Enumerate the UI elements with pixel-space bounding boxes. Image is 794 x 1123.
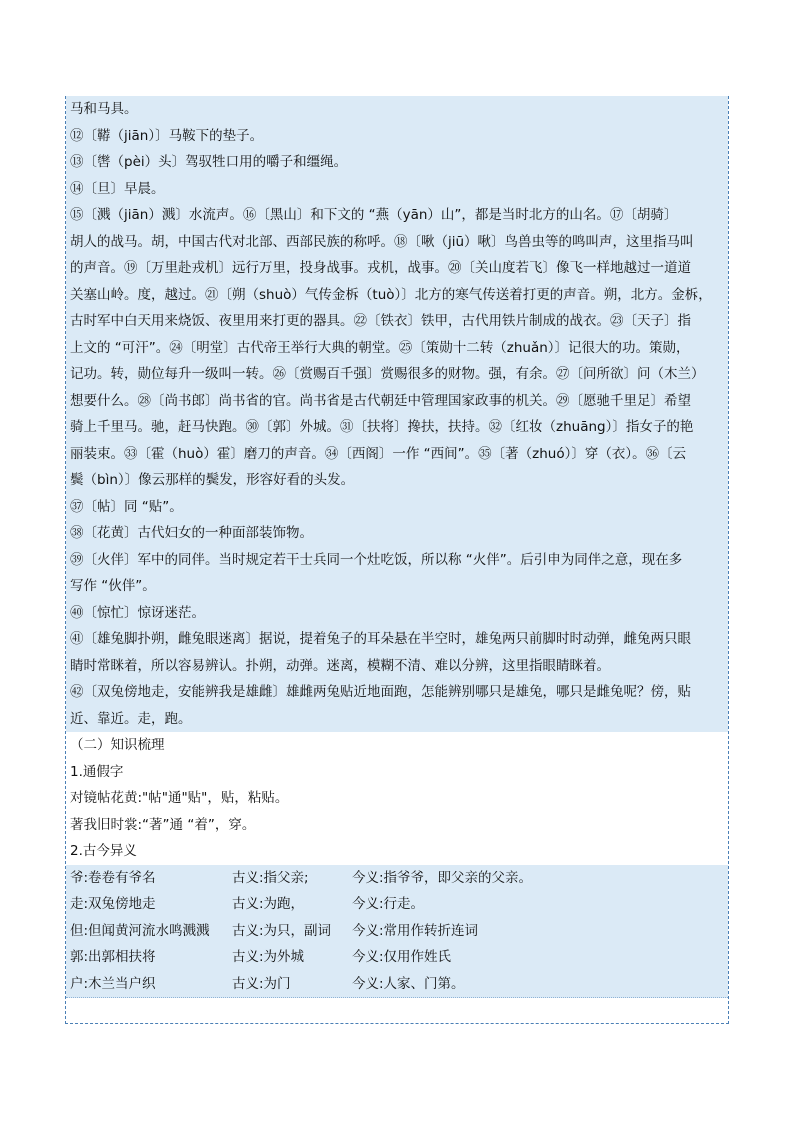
tongjiazi-text: 对镜帖花黄:"帖"通"贴"，贴，粘贴。 [70,790,289,806]
gujin-word: 爷:卷卷有爷名 [70,869,156,886]
note-row [66,149,728,177]
gujin-modern: 今义:行走。 [352,896,425,912]
note-paragraph [66,202,728,495]
subsection-heading [66,838,728,866]
gujin-row [66,971,728,999]
note-line: ㊲〔帖〕同 “贴”。 [70,498,183,515]
gujin-ancient: 古义:为外城 [232,949,305,965]
gujin-modern: 今义:人家、门第。 [352,975,465,992]
tongjiazi-text: 著我旧时裳:“著”通 “着”，穿。 [70,816,256,833]
note-row [66,96,728,124]
gujin-modern: 今义:指爷爷，即父亲的父亲。 [352,869,533,886]
gujin-word: 走:双兔傍地走 [70,896,156,912]
note-row [66,176,728,204]
note-line: ⑬〔辔（pèi）头〕驾驭牲口用的嚼子和缰绳。 [70,154,348,170]
tongjiazi-item [66,812,728,840]
note-line: ⑮〔溅（jiān）溅〕水流声。⑯〔黑山〕和下文的 “燕（yān）山”，都是当时北方的山名。⑰〔胡骑〕 [70,207,678,223]
note-line: ⑭〔旦〕早晨。 [70,180,165,197]
notes-box [65,96,729,1024]
gujin-ancient: 古义:为只，副词 [232,922,332,939]
note-paragraph [66,679,728,733]
note-row [66,600,728,628]
note-paragraph [66,626,728,680]
note-line: 骑上千里马。驰，赶马快跑。㉚〔郭〕外城。㉛〔扶将〕搀扶，扶持。㉜〔红妆（zhuāng）〕指女子的艳 [70,419,694,435]
subsection-heading [66,759,728,787]
note-paragraph [66,547,728,601]
gujin-modern: 今义:仅用作姓氏 [352,949,452,965]
note-line: 写作 “伙伴”。 [70,578,156,594]
note-line: 胡人的战马。胡，中国古代对北部、西部民族的称呼。⑱〔啾（jiū）啾〕鸟兽虫等的鸣叫声，这里指马叫 [70,233,694,250]
note-line: 想要什么。㉘〔尚书郎〕尚书省的官。尚书省是古代朝廷中管理国家政事的机关。㉙〔愿驰千里足〕希望 [70,392,691,409]
note-row [66,494,728,522]
note-row [66,520,728,548]
note-line: 古时军中白天用来烧饭、夜里用来打更的器具。㉒〔铁衣〕铁甲，古代用铁片制成的战衣。㉓〔天子〕指 [70,313,691,329]
tongjiazi-item [66,785,728,813]
subsection-title: 2.古今异义 [70,843,137,859]
gujin-ancient: 古义:为门 [232,975,291,992]
note-line: ㊵〔惊忙〕惊讶迷茫。 [70,604,205,621]
note-line: ㊷〔双兔傍地走，安能辨我是雄雌〕雄雌两兔贴近地面跑，怎能辨别哪只是雄兔，哪只是雌兔呢？傍，贴 [70,684,691,700]
note-line: ⑫〔鞯（jiān）〕马鞍下的垫子。 [70,127,264,144]
subsection-title: 1.通假字 [70,763,124,780]
note-line: ㊳〔花黄〕古代妇女的一种面部装饰物。 [70,525,313,541]
gujin-row [66,918,728,946]
gujin-word: 郭:出郭相扶将 [70,949,156,965]
section-title: （二）知识梳理 [70,737,165,753]
section-heading [66,732,728,760]
note-row [66,123,728,151]
gujin-word: 但:但闻黄河流水鸣溅溅 [70,922,210,939]
note-line: 关塞山岭。度，越过。㉑〔朔（shuò）气传金柝（tuò）〕北方的寒气传送着打更的声音。朔，北方。金柝， [70,286,712,303]
gujin-row [66,944,728,972]
note-line: 睛时常眯着，所以容易辨认。扑朔，动弹。迷离，模糊不清、难以分辨，这里指眼睛眯着。 [70,657,610,674]
note-line: 鬓（bìn）〕像云那样的鬓发，形容好看的头发。 [70,472,355,488]
gujin-ancient: 古义:为跑， [232,896,305,912]
note-line: 上文的 “可汗”。㉔〔明堂〕古代帝王举行大典的朝堂。㉕〔策勋十二转（zhuǎn）〕记很大的功。策勋， [70,339,690,356]
gujin-ancient: 古义:指父亲; [232,869,309,886]
note-line: 丽装束。㉝〔霍（huò）霍〕磨刀的声音。㉞〔西阁〕一作 “西间”。㉟〔著（zhuó）〕穿（衣）。㊱〔云 [70,445,687,462]
note-line: 近、靠近。走，跑。 [70,710,192,727]
gujin-modern: 今义:常用作转折连词 [352,922,479,939]
gujin-row [66,891,728,919]
note-line: 的声音。⑲〔万里赴戎机〕远行万里，投身战事。戎机，战事。⑳〔关山度若飞〕像飞一样地越过一道道 [70,260,691,276]
note-line: ㊶〔雄兔脚扑朔，雌兔眼迷离〕据说，提着兔子的耳朵悬在半空时，雄兔两只前脚时时动弹，雌兔两只眼 [70,631,691,647]
note-line: ㊴〔火伴〕军中的同伴。当时规定若干士兵同一个灶吃饭，所以称 “火伴”。后引申为同伴之意，现在多 [70,551,683,568]
gujin-word: 户:木兰当户织 [70,975,156,992]
gujin-row [66,865,728,893]
note-line: 马和马具。 [70,101,138,117]
note-line: 记功。转，勋位每升一级叫一转。㉖〔赏赐百千强〕赏赐很多的财物。强，有余。㉗〔问所欲〕问（木兰） [70,366,705,382]
